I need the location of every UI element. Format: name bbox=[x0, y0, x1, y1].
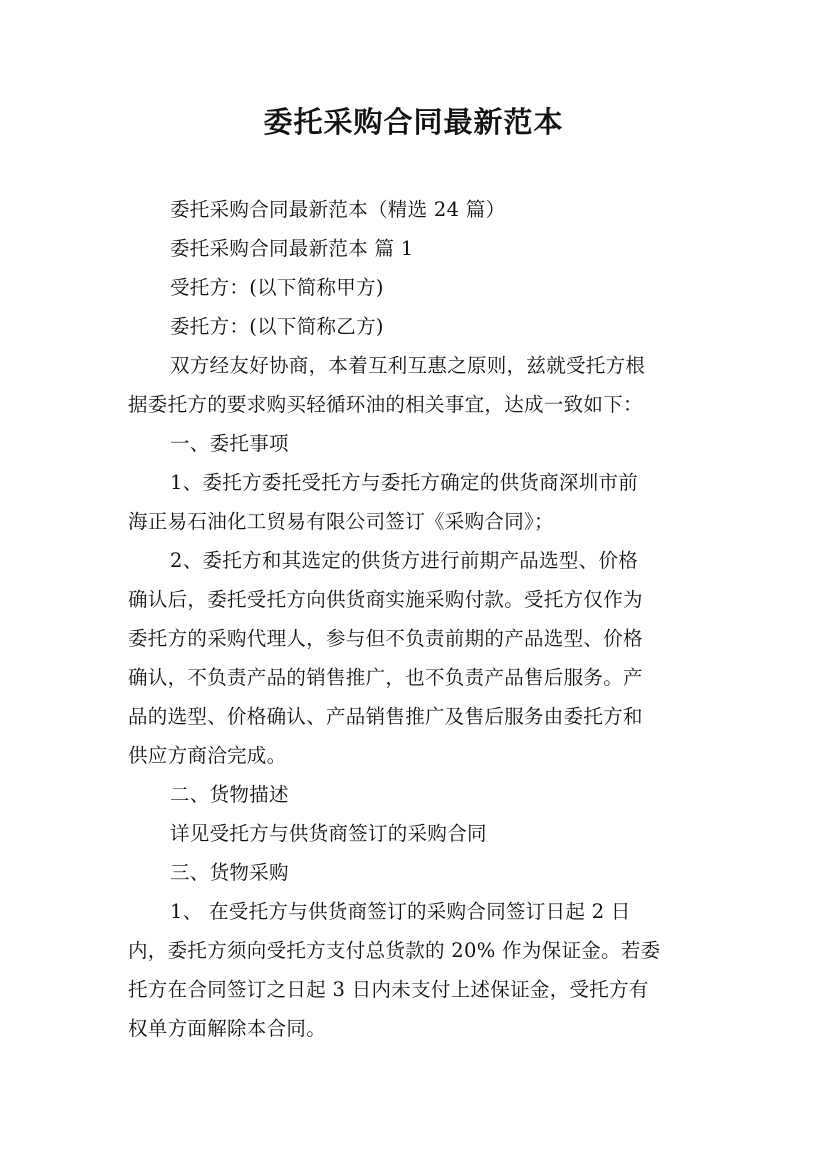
paragraph-line: 1、 在受托方与供货商签订的采购合同签订日起 2 日 bbox=[170, 900, 631, 923]
paragraph-line: 1、委托方委托受托方与委托方确定的供货商深圳市前 bbox=[170, 471, 639, 494]
paragraph-line: 品的选型、价格确认、产品销售推广及售后服务由委托方和 bbox=[128, 705, 643, 728]
paragraph-line: 双方经友好协商，本着互利互惠之原则，兹就受托方根 bbox=[170, 354, 646, 377]
paragraph-line: 海正易石油化工贸易有限公司签订《采购合同》； bbox=[128, 510, 554, 533]
section-heading-line: 委托采购合同最新范本 篇 1 bbox=[170, 237, 414, 260]
party-b-line: 委托方：(以下简称乙方) bbox=[170, 315, 384, 338]
party-a-line: 受托方：(以下简称甲方) bbox=[170, 276, 384, 299]
paragraph-line: 委托方的采购代理人，参与但不负责前期的产品选型、价格 bbox=[128, 627, 643, 650]
paragraph-line: 内，委托方须向受托方支付总货款的 20% 作为保证金。若委 bbox=[128, 939, 661, 962]
paragraph-line: 据委托方的要求购买轻循环油的相关事宜，达成一致如下： bbox=[128, 393, 643, 416]
paragraph-line: 供应方商洽完成。 bbox=[128, 744, 287, 767]
paragraph-line: 详见受托方与供货商签订的采购合同 bbox=[170, 822, 487, 845]
subtitle-line: 委托采购合同最新范本（精选 24 篇） bbox=[170, 198, 506, 221]
section-heading-line: 一、委托事项 bbox=[170, 432, 289, 455]
paragraph-line: 2、委托方和其选定的供货方进行前期产品选型、价格 bbox=[170, 549, 639, 572]
document-title: 委托采购合同最新范本 bbox=[263, 105, 564, 139]
paragraph-line: 确认后，委托受托方向供货商实施采购付款。受托方仅作为 bbox=[128, 588, 643, 611]
paragraph-line: 权单方面解除本合同。 bbox=[128, 1017, 327, 1040]
section-heading-line: 二、货物描述 bbox=[170, 783, 289, 806]
paragraph-line: 托方在合同签订之日起 3 日内未支付上述保证金，受托方有 bbox=[128, 978, 649, 1001]
paragraph-line: 确认，不负责产品的销售推广，也不负责产品售后服务。产 bbox=[128, 666, 643, 689]
section-heading-line: 三、货物采购 bbox=[170, 861, 289, 884]
